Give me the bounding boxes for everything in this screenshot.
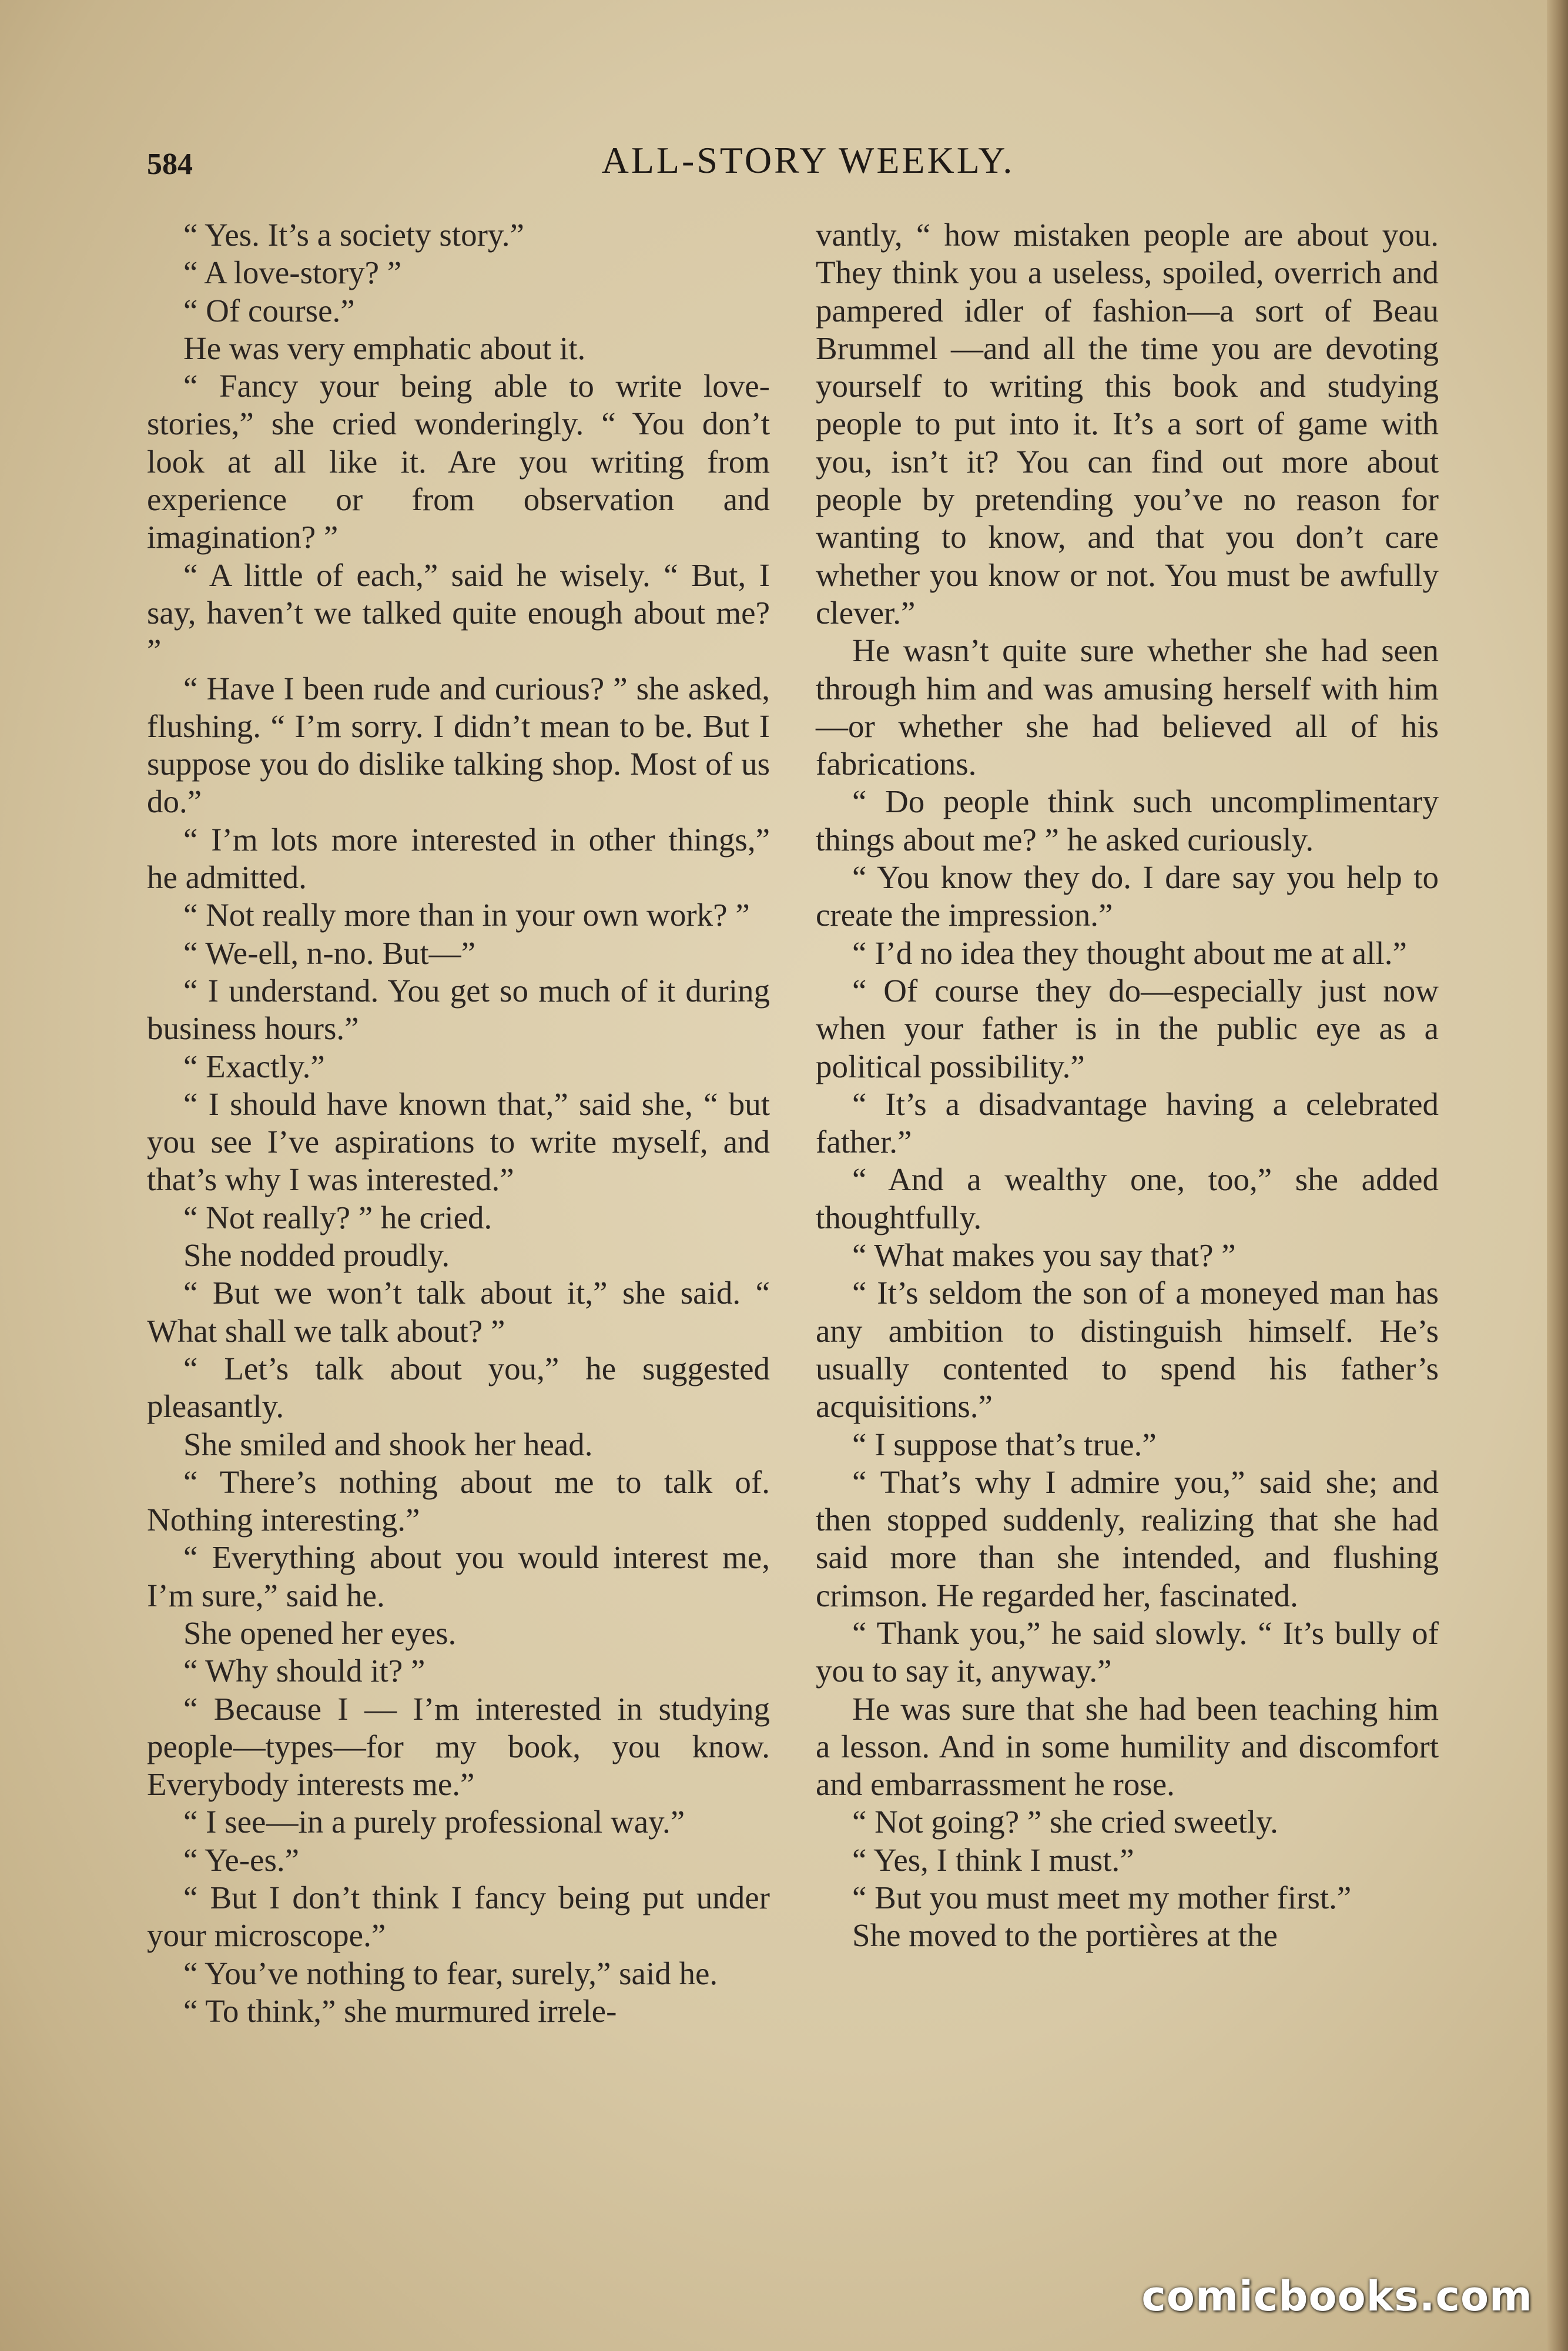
paragraph: vantly, “ how mistaken people are about you. They think you a useless, spoiled, overrich and pampered idler of fashion—a sort of Beau Brummel —and all the time you are devoting yourself to writing this book and studying people to put into it. It’s a sort of game with you, isn’t it? You can find out more about people by pretending you’ve no reason for wanting to know, and that you don’t care whether you know or not. You must be awfully clever.” bbox=[816, 217, 1439, 631]
paragraph: “ I understand. You get so much of it during business hours.” bbox=[147, 972, 770, 1047]
paragraph: She opened her eyes. bbox=[183, 1615, 457, 1651]
paragraph: “ A love-story? ” bbox=[183, 254, 402, 291]
paragraph: She smiled and shook her head. bbox=[183, 1426, 593, 1462]
paragraph: “ That’s why I admire you,” said she; and then stopped suddenly, realizing that she had said more than she intended, and flushing crimson. He regarded her, fascinated. bbox=[816, 1463, 1439, 1613]
page-number: 584 bbox=[147, 148, 193, 181]
paragraph: “ To think,” she murmured irrele- bbox=[183, 1992, 617, 2029]
paragraph: “ But you must meet my mother first.” bbox=[852, 1880, 1352, 1916]
paragraph: She moved to the portières at the bbox=[852, 1917, 1278, 1954]
right-text-column bbox=[816, 216, 1439, 1955]
paragraph: “ Because I — I’m interested in studying people—types—for my book, you know. Everybody interests me.” bbox=[147, 1690, 770, 1803]
paragraph: “ Not really? ” he cried. bbox=[183, 1199, 492, 1235]
paragraph: “ Of course.” bbox=[183, 292, 355, 329]
paragraph: “ Thank you,” he said slowly. “ It’s bully of you to say it, anyway.” bbox=[816, 1615, 1439, 1689]
paragraph: “ Yes, I think I must.” bbox=[852, 1841, 1134, 1878]
page-header bbox=[147, 134, 1469, 199]
page-spine-edge bbox=[1547, 0, 1568, 2351]
paragraph: “ Ye-es.” bbox=[183, 1841, 300, 1878]
paragraph: “ I’m lots more interested in other things,” he admitted. bbox=[147, 821, 770, 896]
paragraph: “ I see—in a purely professional way.” bbox=[183, 1804, 685, 1840]
site-watermark: comicbooks.com bbox=[1141, 2272, 1533, 2320]
paragraph: “ It’s a disadvantage having a celebrated father.” bbox=[816, 1086, 1439, 1160]
paragraph: “ We-ell, n-no. But—” bbox=[183, 935, 476, 971]
paragraph: “ It’s seldom the son of a moneyed man has any ambition to distinguish himself. He’s usually contented to spend his father’s acquisitions.” bbox=[816, 1275, 1439, 1425]
paragraph: “ A little of each,” said he wisely. “ But, I say, haven’t we talked quite enough about me? ” bbox=[147, 557, 770, 669]
paragraph: “ What makes you say that? ” bbox=[852, 1237, 1236, 1274]
paragraph: “ Of course they do—especially just now when your father is in the public eye as a political possibility.” bbox=[816, 972, 1439, 1084]
paragraph: “ But I don’t think I fancy being put under your microscope.” bbox=[147, 1880, 770, 1954]
paragraph: “ I should have known that,” said she, “ but you see I’ve aspirations to write myself, and that’s why I was interested.” bbox=[147, 1086, 770, 1198]
paragraph: “ There’s nothing about me to talk of. Nothing interesting.” bbox=[147, 1463, 770, 1538]
paragraph: “ I suppose that’s true.” bbox=[852, 1426, 1157, 1462]
paragraph: “ Not going? ” she cried sweetly. bbox=[852, 1804, 1278, 1840]
paragraph: “ You’ve nothing to fear, surely,” said he. bbox=[183, 1955, 718, 1991]
paragraph: “ Fancy your being able to write love-stories,” she cried wonderingly. “ You don’t look at all like it. Are you writing from experience or from observation and imagination? ” bbox=[147, 368, 770, 555]
paragraph: “ Do people think such uncomplimentary things about me? ” he asked curiously. bbox=[816, 783, 1439, 858]
paragraph: “ And a wealthy one, too,” she added thoughtfully. bbox=[816, 1161, 1439, 1235]
paragraph: She nodded proudly. bbox=[183, 1237, 450, 1274]
paragraph: “ I’d no idea they thought about me at all.” bbox=[852, 935, 1407, 971]
paragraph: “ Have I been rude and curious? ” she asked, flushing. “ I’m sorry. I didn’t mean to be. But I suppose you do dislike talking shop. Most of us do.” bbox=[147, 670, 770, 820]
paragraph: He was sure that she had been teaching him a lesson. And in some humility and discomfort and embarrassment he rose. bbox=[816, 1690, 1439, 1803]
left-text-column bbox=[147, 216, 770, 2030]
paragraph: “ Why should it? ” bbox=[183, 1653, 425, 1689]
paragraph: “ Yes. It’s a society story.” bbox=[183, 217, 524, 253]
paragraph: He was very emphatic about it. bbox=[183, 330, 586, 366]
paragraph: “ Everything about you would interest me, I’m sure,” said he. bbox=[147, 1539, 770, 1613]
running-head: ALL-STORY WEEKLY. bbox=[601, 139, 1015, 181]
paragraph: “ Let’s talk about you,” he suggested pleasantly. bbox=[147, 1350, 770, 1425]
paragraph: “ You know they do. I dare say you help to create the impression.” bbox=[816, 859, 1439, 933]
paragraph: “ But we won’t talk about it,” she said. “ What shall we talk about? ” bbox=[147, 1275, 770, 1349]
paragraph: “ Not really more than in your own work? ” bbox=[183, 897, 750, 933]
paragraph: He wasn’t quite sure whether she had seen through him and was amusing herself with him—or whether she had believed all of his fabrications. bbox=[816, 632, 1439, 782]
paragraph: “ Exactly.” bbox=[183, 1048, 325, 1084]
